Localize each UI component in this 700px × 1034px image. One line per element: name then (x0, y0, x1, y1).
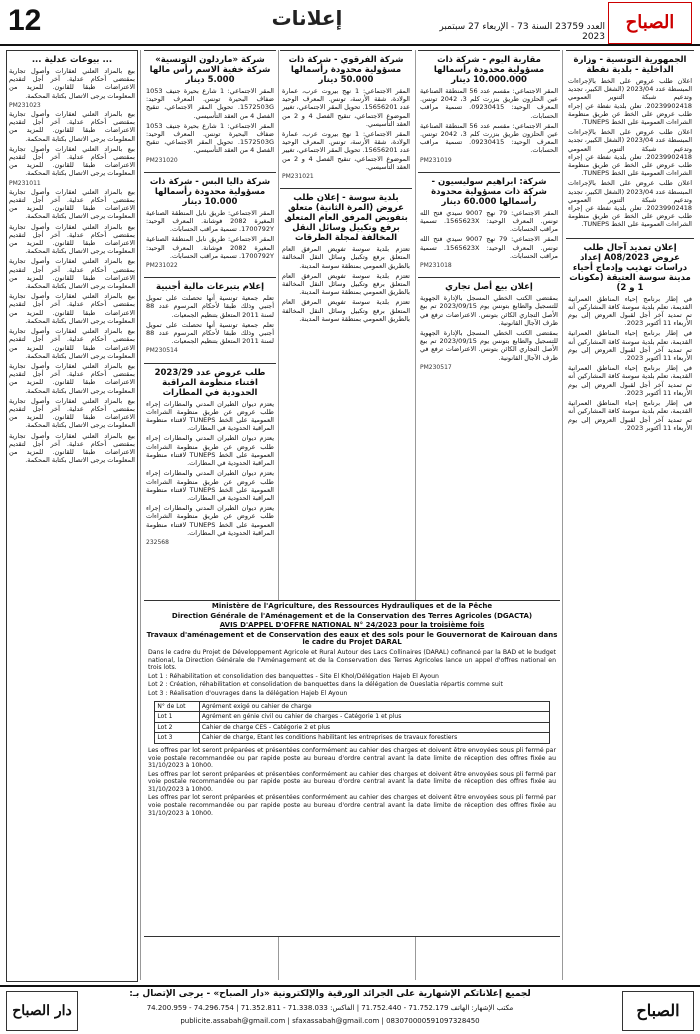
column-divider (562, 50, 563, 980)
section-title: إعلانات (271, 6, 343, 30)
ad-body: المقر الاجتماعي: 1 شارع بحيرة جنيف 1053 ضفاف البحيرة تونس. المعرف الوحيد: 1572503G. تحويل المقر الاجتماعي، تنقيح الفصل 4 من العقد التأسيسي. (146, 121, 274, 155)
footer-contacts: مكتب الإشهار: الهاتف 71.752.179 - 71.752.440 | الفاكس: 71.338.033 - 71.352.811 | 74.296.754 - 74.200.959 (146, 1004, 514, 1012)
ad-body: تعلم جمعية تونسية أنها تحصلت على تمويل أجنبي وذلك طبقا لأحكام المرسوم عدد 88 لسنة 2011 المتعلق بتنظيم الجمعيات. (146, 294, 274, 319)
ad-body: بمقتضى الكتب الخطي المسجل بالإدارة الجهوية للتسجيل والطابع بتونس يوم 2023/09/15 تم بيع الأصل التجاري الكائن بتونس. الاعتراضات ترفع في ظرف الآجال القانونية. (420, 294, 558, 327)
notice-ministry: Ministère de l'Agriculture, des Ressources Hydrauliques et de la Pêche (211, 602, 493, 610)
ad-sousse-tender (280, 188, 412, 328)
ad-title: طلب عروض عدد 2023/29 اقتناء منظومة المراقبة الحدودية في المطارات (154, 367, 266, 398)
ad-donations (144, 277, 276, 358)
ad-body: بيع بالمزاد العلني لعقارات وأصول تجارية بمقتضى أحكام عدلية. آخر أجل لتقديم الاعتراضات طبقا للقانون. للمزيد من المعلومات يرجى الاتصال بكتابة المحكمة. (9, 144, 135, 178)
table-header: Agrément exigé ou cahier de charge (199, 701, 549, 712)
ad-company-4 (144, 50, 276, 168)
ad-body: بيع بالمزاد العلني لعقارات وأصول تجارية بمقتضى أحكام عدلية. آخر أجل لتقديم الاعتراضات طبقا للقانون. للمزيد من المعلومات يرجى الاتصال بكتابة المحكمة. (9, 327, 135, 360)
ad-title: مقاربة اليوم - شركة ذات مسؤولية محدودة رأسمالها 10.000.000 دينار (433, 55, 545, 85)
ad-body: بيع بالمزاد العلني لعقارات وأصول تجارية بمقتضى أحكام عدلية. آخر أجل لتقديم الاعتراضات طبقا للقانون. للمزيد من المعلومات يرجى الاتصال بكتابة المحكمة. (9, 187, 135, 221)
ad-company-2 (418, 172, 560, 273)
ad-code: 232568 (146, 538, 169, 546)
ad-body: يعتزم ديوان الطيران المدني والمطارات إجراء طلب عروض عن طريق منظومة الشراءات العمومية على الخط TUNEPS لاقتناء منظومة المراقبة الحدودية في المطارات. (146, 469, 274, 502)
table-cell: Lot 3 (155, 733, 199, 744)
notice-lot: Lot 1 : Réhabilitation et consolidation des banquettes - Site El Khol/Délégation Hajeb El Ayoun (148, 672, 439, 680)
ad-body: المقر الاجتماعي: طريق نابل المنطقة الصناعية المغيرة 2082 فوشانة. المعرف الوحيد: 1700792Y. تسمية مراقب الحسابات. (146, 235, 274, 260)
table-row (155, 733, 549, 744)
ad-body: المقر الاجتماعي: مقسم عدد 56 المنطقة الصناعية عين الحلزون طريق بنزرت كلم 3، 2042 تونس. المعرف الوحيد: 09230415. تسمية مراقب الحسابات. (420, 121, 559, 155)
issue-line: العدد 23759 السنة 73 - الإربعاء 27 سبتمبر 2023 (439, 22, 605, 42)
column-1 (566, 50, 694, 980)
ad-body: تعتزم بلدية سوسة تفويض المرفق العام المتعلق برفع وتكبيل وسائل النقل المخالفة بالطريق العمومي بمنطقة سوسة المدينة. (282, 271, 410, 297)
page-footer (0, 985, 700, 1034)
ad-body: بيع بالمزاد العلني لعقارات وأصول تجارية بمقتضى أحكام عدلية. آخر أجل لتقديم الاعتراضات طبقا للقانون. للمزيد من المعلومات يرجى الاتصال بكتابة المحكمة. (9, 257, 135, 291)
notice-direction: Direction Générale de l'Aménagement et de la Conservation des Terres Agricoles (DGACTA) (171, 611, 533, 620)
ad-body: تعتزم بلدية سوسة تفويض المرفق العام المتعلق برفع وتكبيل وسائل النقل المخالفة بالطريق العمومي بمنطقة سوسة المدينة. (282, 245, 410, 270)
ad-code: PM231018 (420, 262, 452, 270)
notice-closing: Les offres par lot seront préparées et présentées conformément au cahier des charges et doivent être envoyées sous pli fermé par voie postale recommandée ou par rapide poste au bureau d'ordre central avant la date limite de réception des offres fixée au 31/10/2023 à 10h00. (148, 770, 556, 793)
ad-body: في إطار برنامج إحياء المناطق العمرانية القديمة، تعلم بلدية سوسة كافة المشاركين أنه تم تمديد آخر أجل لقبول العروض إلى يوم الأربعاء 11 أكتوبر 2023. (568, 399, 692, 432)
ad-code: PM231020 (146, 156, 178, 164)
notice-title: AVIS D'APPEL D'OFFRE NATIONAL N° 24/2023 pour la troisième fois (219, 621, 485, 630)
ad-body: تعتزم بلدية سوسة تفويض المرفق العام المتعلق برفع وتكبيل وسائل النقل المخالفة بالطريق العمومي بمنطقة سوسة المدينة. (282, 298, 410, 323)
ad-title: شركة داليا البس - شركة ذات مسؤولية محدودة رأسمالها 10.000 دينار (149, 176, 271, 207)
column-divider (140, 50, 141, 980)
ad-body: يعتزم ديوان الطيران المدني والمطارات إجراء طلب عروض عن طريق منظومة الشراءات العمومية على الخط TUNEPS لاقتناء منظومة المراقبة الحدودية في المطارات. (146, 504, 274, 537)
ad-body: بيع بالمزاد العلني لعقارات وأصول تجارية بمقتضى أحكام عدلية. آخر أجل لتقديم الاعتراضات طبقا للقانون. للمزيد من المعلومات يرجى الاتصال بكتابة المحكمة. (9, 396, 135, 430)
notice-lot: Lot 3 : Réalisation d'ouvrages dans la délégation Hajeb El Ayoun (148, 689, 348, 697)
ad-body: بيع بالمزاد العلني لعقارات وأصول تجارية بمقتضى أحكام عدلية. آخر أجل لتقديم الاعتراضات طبقا للقانون. للمزيد من المعلومات يرجى الاتصال بكتابة المحكمة. (9, 431, 135, 465)
ad-body: يعتزم ديوان الطيران المدني والمطارات إجراء طلب عروض عن طريق منظومة الشراءات العمومية على الخط TUNEPS لاقتناء منظومة المراقبة الحدودية في المطارات. (146, 399, 274, 433)
ad-title: شركة: ابراهيم سوليسيون - شركة ذات مسؤولية محدودة رأسمالها 60.000 دينار (431, 176, 547, 207)
footer-logo-left: دار الصباح (6, 991, 78, 1031)
ad-company-5 (144, 172, 276, 273)
ad-body: اعلان طلب عروض على الخط بالإجراءات المبسطة عدد 2023/04 (الشغل الكبير، تجديد وتدعيم شبكة التنوير العمومي 20239902418. تعلن بلدية نفطة عن إجراء طلب عروض على الخط عن طريق منظومة الشراءات العمومية على الخط TUNEPS. (568, 128, 692, 178)
notice-lot: Lot 2 : Création, réhabilitation et consolidation de banquettes dans la délégation de Oueslatia répartis comme suit (148, 681, 503, 689)
table-cell: Cahier de charge CES - Catégorie 2 et plus (199, 722, 549, 733)
page-header (0, 0, 700, 46)
ad-body: بيع بالمزاد العلني لعقارات وأصول تجارية بمقتضى أحكام عدلية. آخر أجل لتقديم الاعتراضات طبقا للقانون. للمزيد من المعلومات يرجى الاتصال بكتابة المحكمة. (9, 222, 135, 256)
ad-code: PM231021 (282, 173, 314, 181)
table-row (155, 712, 549, 723)
ad-body: المقر الاجتماعي: طريق نابل المنطقة الصناعية المغيرة 2082 فوشانة. المعرف الوحيد: 1700792Y. تسمية مراقب الحسابات. (146, 208, 274, 234)
ad-title: شركة الفرقوي - شركة ذات مسؤولية محدودة رأسمالها 50.000 دينار (288, 55, 404, 85)
ad-body: المقر الاجتماعي: 1 شارع بحيرة جنيف 1053 ضفاف البحيرة تونس. المعرف الوحيد: 1572503G. تحويل المقر الاجتماعي، تنقيح الفصل 4 من العقد التأسيسي. (146, 87, 274, 120)
ad-code: PM230517 (420, 363, 452, 371)
newspaper-logo: الصباح (608, 2, 692, 44)
ad-body: تعلم جمعية تونسية أنها تحصلت على تمويل أجنبي وذلك طبقا لأحكام المرسوم عدد 88 لسنة 2011 المتعلق بتنظيم الجمعيات. (146, 320, 274, 346)
notice-closing: Les offres par lot seront préparées et présentées conformément au cahier des charges et doivent être envoyées sous pli fermé par voie postale recommandée ou par rapide poste au bureau d'ordre central avant la date limite de réception des offres fixée au 31/10/2023 à 10h00. (148, 794, 556, 817)
ad-body: في إطار برنامج إحياء المناطق العمرانية القديمة، تعلم بلدية سوسة كافة المشاركين أنه تم تمديد آخر أجل لقبول العروض إلى يوم الأربعاء 11 أكتوبر 2023. (568, 329, 692, 363)
ad-body: المقر الاجتماعي: 1 نهج بيروت عرب، عمارة الولادة، شقة الأرسة، تونس. المعرف الوحيد عدد 15656201. تحويل المقر الاجتماعي، تغيير الموضوع الاجتماعي، تنقيح الفصل 4 و 2 من العقد التأسيسي. (282, 87, 410, 128)
ad-body: المقر الاجتماعي: 1 نهج بيروت عرب، عمارة الولادة، شقة الأرسة، تونس. المعرف الوحيد عدد 15656201. تحويل المقر الاجتماعي، تغيير الموضوع الاجتماعي، تنقيح الفصل 4 و 2 من العقد التأسيسي. (282, 130, 410, 171)
ad-code: PM231011 (9, 179, 41, 187)
ad-title: إعلان تمديد آجال طلب عروض 2023/A08 إعداد دراسات تهذيب وإدماج أحياء مدينة سوسة العتيقة (مكونات 1 و 2) (569, 242, 691, 293)
ad-code: PM231019 (420, 156, 452, 164)
ad-body: في إطار برنامج إحياء المناطق العمرانية القديمة، تعلم بلدية سوسة كافة المشاركين أنه تم تمديد آخر أجل لقبول العروض إلى يوم الأربعاء 11 أكتوبر 2023. (568, 364, 692, 397)
ad-code: PM231023 (9, 101, 41, 109)
notice-closing: Les offres par lot seront préparées et présentées conformément au cahier des charges et doivent être envoyées sous pli fermé par voie postale recommandée ou par rapide poste au bureau d'ordre central avant la date limite de réception des offres fixée au 31/10/2023 à 10h00. (148, 746, 556, 770)
table-header: N° de Lot (155, 701, 199, 712)
ad-body: بيع بالمزاد العلني لعقارات وأصول تجارية بمقتضى أحكام عدلية. آخر أجل لتقديم الاعتراضات طبقا للقانون. للمزيد من المعلومات يرجى الاتصال بكتابة المحكمة. (9, 292, 135, 325)
ad-body: في إطار برنامج إحياء المناطق العمرانية القديمة، تعلم بلدية سوسة كافة المشاركين أنه تم تمديد آخر أجل لقبول العروض إلى يوم الأربعاء 11 أكتوبر 2023. (568, 294, 692, 328)
ad-border-control-tender (144, 363, 276, 550)
ad-title: إعلان بيع أصل تجاري (445, 282, 533, 293)
ad-sousse-extension (566, 238, 694, 437)
ad-body: المقر الاجتماعي: 79 نهج 9007 سيدي فتح الله تونس. المعرف الوحيد: 1565623X. تسمية مراقب الحسابات. (420, 208, 558, 234)
ad-title: إعلام بتبرعات مالية أجنبية (155, 282, 265, 293)
ad-title: بلدية سوسة - إعلان طلب عروض (المرة الثانية) متعلق بتفويض المرفق العام المتعلق برفع وتكبيل وسائل النقل المخالفة لمجلة الطرقات (284, 193, 408, 244)
table-cell: Cahier de charge, Etant les conditions habilitant les entreprises de travaux forestiers (199, 733, 549, 744)
notice-intro: Dans le cadre du Projet de Développement Agricole et Rural Autour des Lacs Collinaires (DARAL) cofinancé par la BAD et le budget national, la Direction Générale de l'Aménagement et de la Conservation des Terres Agricoles lance un appel d'offres national en trois lots. (148, 648, 556, 672)
ad-body: اعلان طلب عروض على الخط بالإجراءات المبسطة عدد 2023/04 (الشغل الكبير، تجديد وتدعيم شبكة التنوير العمومي 20239902418. تعلن بلدية نفطة عن إجراء طلب عروض على الخط عن طريق منظومة الشراءات العمومية على الخط TUNEPS. (568, 77, 692, 127)
ad-title: الجمهورية التونسية - وزارة الداخلية - بلدية نفطة (573, 55, 687, 75)
table-header-row (155, 701, 549, 712)
page-number: 12 (8, 4, 42, 37)
ad-nafta (566, 50, 694, 234)
ad-body: بيع بالمزاد العلني لعقارات وأصول تجارية بمقتضى أحكام عدلية. آخر أجل لتقديم الاعتراضات طبقا للقانون. للمزيد من المعلومات يرجى الاتصال بكتابة المحكمة. (9, 110, 135, 143)
notice-subtitle: Travaux d'aménagement et de Conservation des eaux et des sols pour le Gouvernorat de Kairouan dans le cadre du Projet DARAL (146, 630, 558, 647)
table-cell: Agrément en génie civil ou cahier de charges - Catégorie 1 et plus (199, 712, 549, 723)
footer-logo-right: الصباح (622, 991, 694, 1031)
table-cell: Lot 2 (155, 722, 199, 733)
ad-body: المقر الاجتماعي: مقسم عدد 56 المنطقة الصناعية عين الحلزون طريق بنزرت كلم 3، 2042 تونس. المعرف الوحيد: 09230415. تسمية مراقب الحسابات. (420, 87, 559, 120)
ad-title: شركة «ماردلون التونسية» شركة خفية الاسم رأس مالها 5.000 دينار (149, 55, 271, 85)
ad-body: المقر الاجتماعي: 79 نهج 9007 سيدي فتح الله تونس. المعرف الوحيد: 1565623X. تسمية مراقب الحسابات. (420, 235, 558, 260)
footer-emails: publicite.assabah@gmail.com | sfaxassabah@gmail.com | 083070000591097328450 (180, 1017, 480, 1025)
column-5 (6, 50, 138, 982)
ad-body: بمقتضى الكتب الخطي المسجل بالإدارة الجهوية للتسجيل والطابع بتونس يوم 2023/09/15 تم بيع الأصل التجاري الكائن بتونس. الاعتراضات ترفع في ظرف الآجال القانونية. (420, 329, 558, 362)
ad-code: PM230514 (146, 347, 178, 355)
lot-requirements-table (154, 701, 549, 744)
ad-judicial-sales (7, 51, 137, 469)
ad-code: PM231022 (146, 262, 178, 270)
ad-body: اعلان طلب عروض على الخط بالإجراءات المبسطة عدد 2023/04 (الشغل الكبير، تجديد وتدعيم شبكة التنوير العمومي 20239902418. تعلن بلدية نفطة عن إجراء طلب عروض على الخط عن طريق منظومة الشراءات العمومية على الخط TUNEPS. (568, 179, 692, 229)
ad-business-sale (418, 277, 560, 375)
ad-body: يعتزم ديوان الطيران المدني والمطارات إجراء طلب عروض عن طريق منظومة الشراءات العمومية على الخط TUNEPS لاقتناء منظومة المراقبة الحدودية في المطارات. (146, 434, 274, 468)
ad-body: بيع بالمزاد العلني لعقارات وأصول تجارية بمقتضى أحكام عدلية. آخر أجل لتقديم الاعتراضات طبقا للقانون. للمزيد من المعلومات يرجى الاتصال بكتابة المحكمة. (9, 67, 135, 100)
ad-company-1 (418, 50, 560, 168)
ad-title: ... بيوعات عدلية ... (31, 55, 113, 65)
table-cell: Lot 1 (155, 712, 199, 723)
table-row (155, 722, 549, 733)
ad-body: بيع بالمزاد العلني لعقارات وأصول تجارية بمقتضى أحكام عدلية. آخر أجل لتقديم الاعتراضات طبقا للقانون. للمزيد من المعلومات يرجى الاتصال بكتابة المحكمة. (9, 361, 135, 395)
footer-title: لجميع إعلاناتكم الإشهارية على الجرائد الورقية والإلكترونية «دار الصباح» - يرجى الإتصال بـ: (129, 989, 531, 999)
french-tender-notice (144, 600, 560, 937)
ad-company-3 (280, 50, 412, 184)
